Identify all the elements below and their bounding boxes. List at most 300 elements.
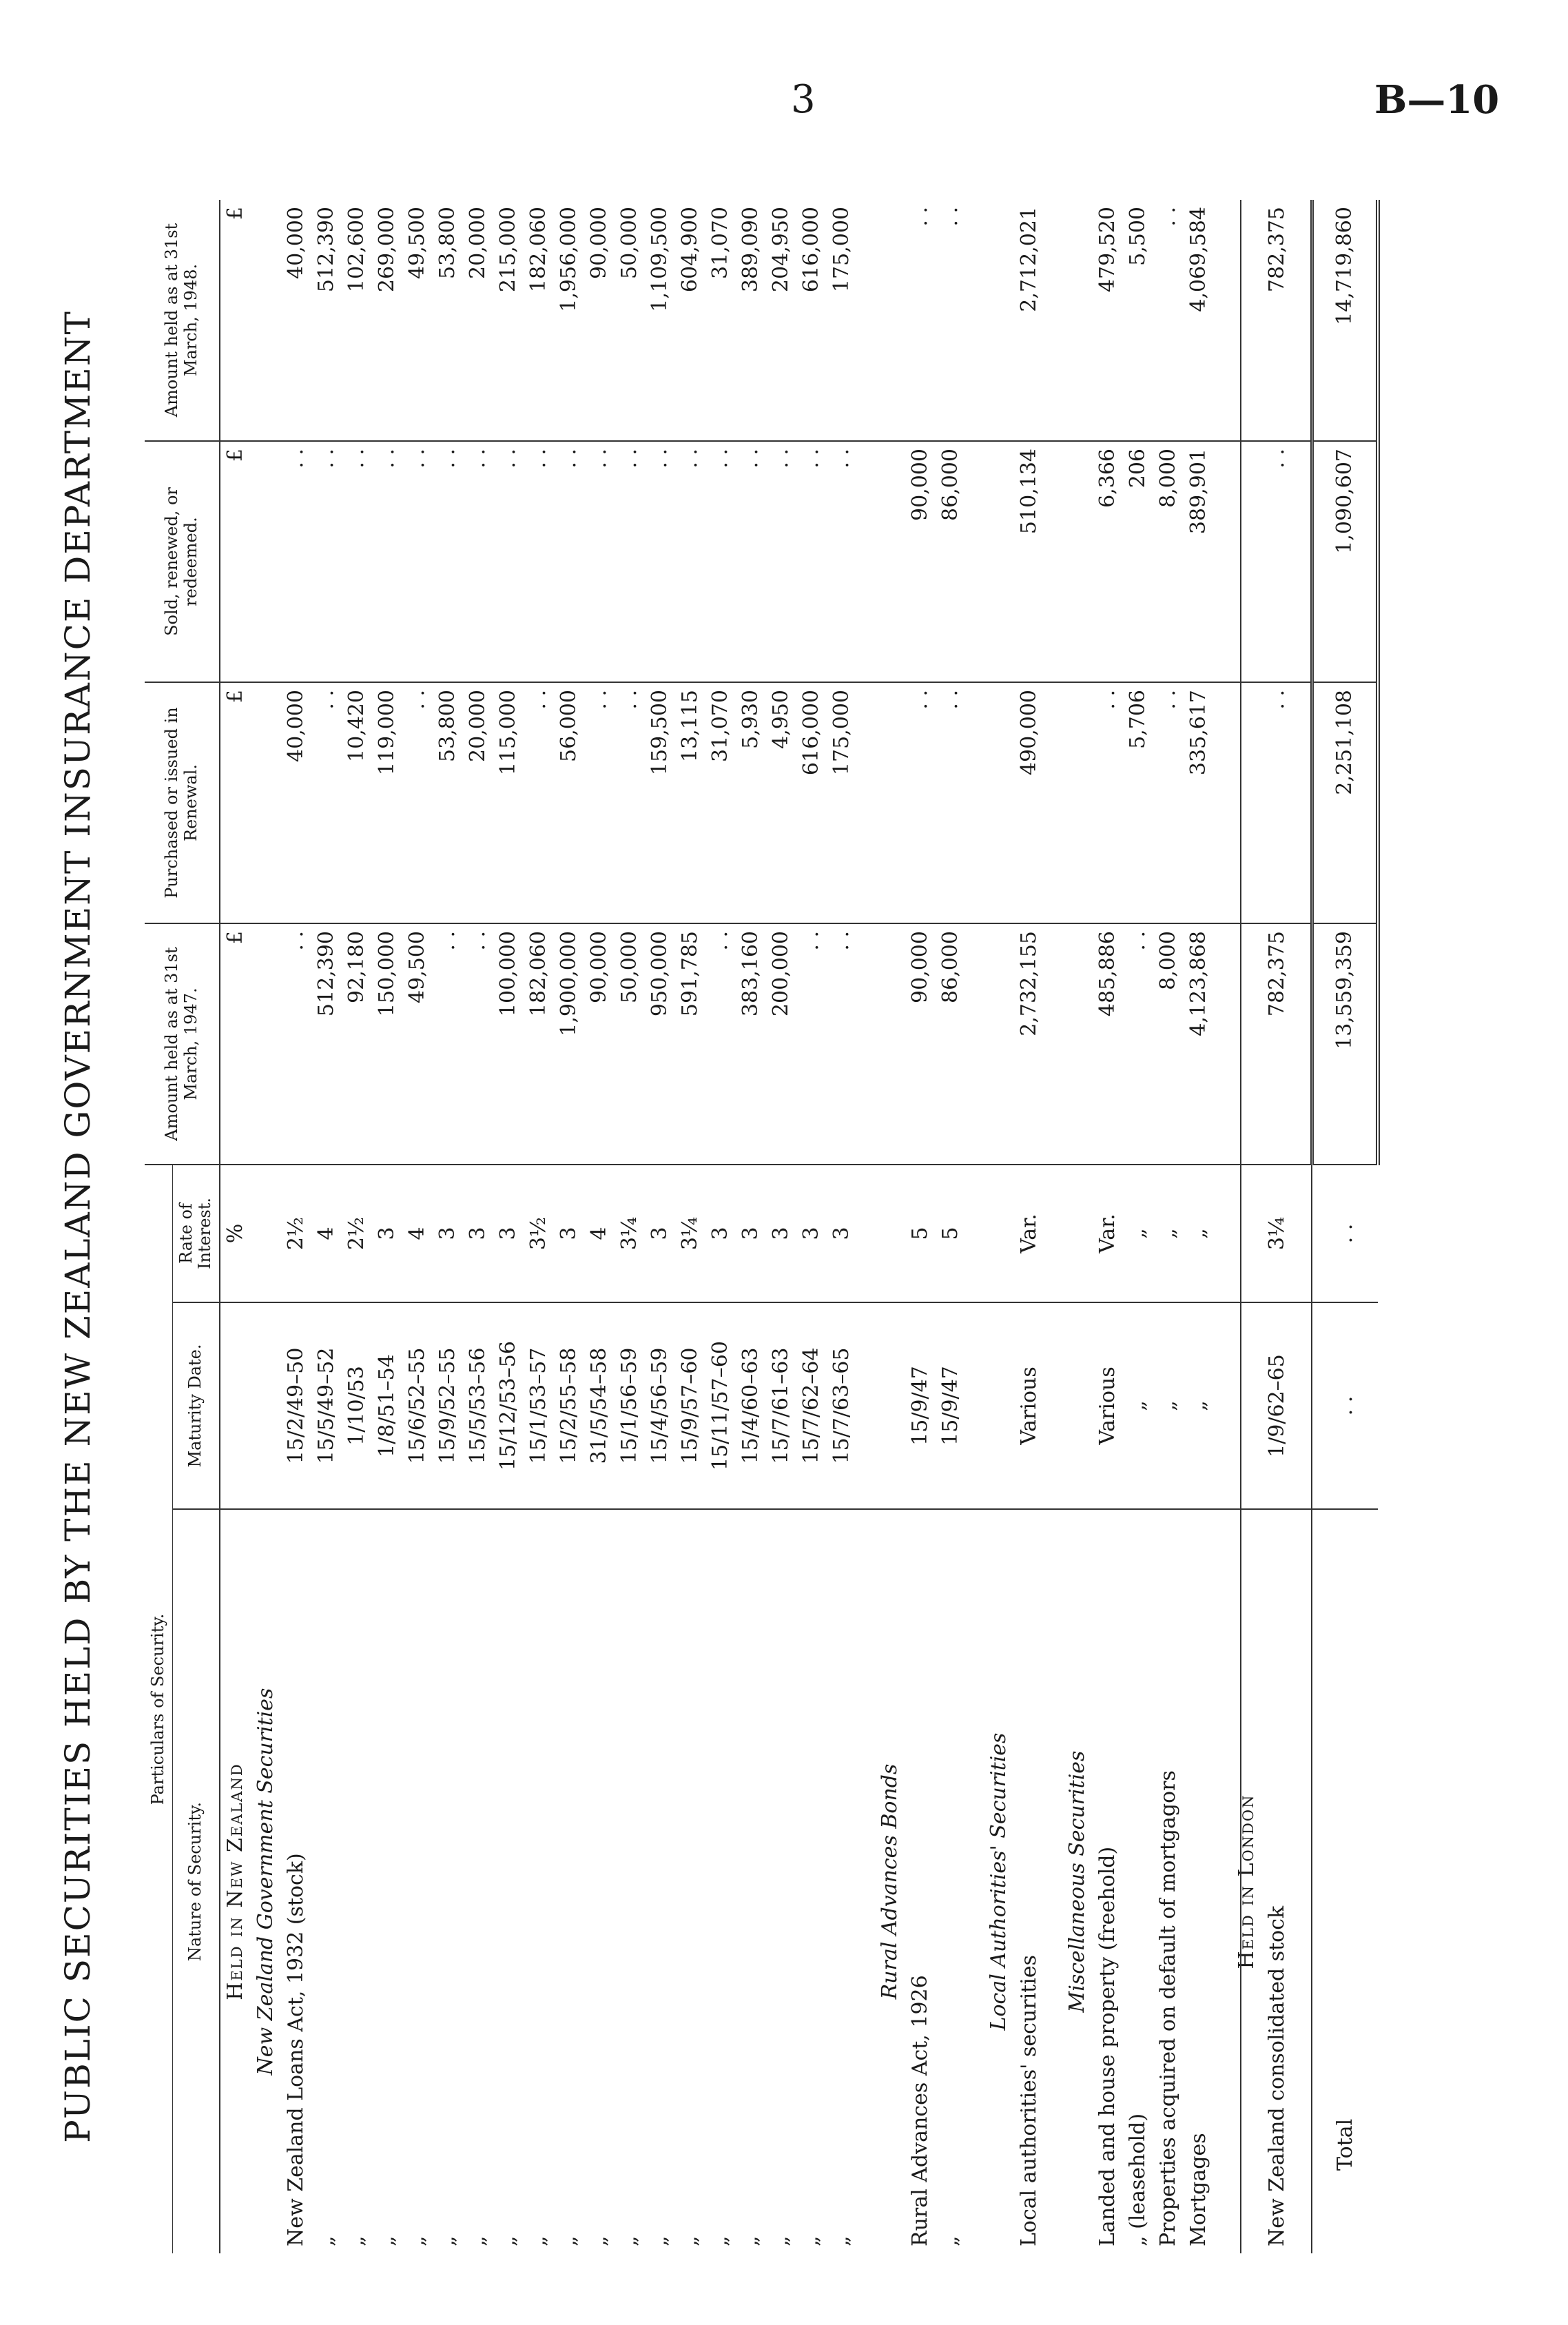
total-held-1947: 13,559,359: [1312, 923, 1378, 1165]
purchased-cell: . .: [524, 682, 554, 923]
purchased-cell: . .: [1093, 682, 1123, 923]
rate-cell: Var.: [1093, 1165, 1123, 1302]
maturity-cell: . .: [1312, 1302, 1378, 1509]
purchased-cell: 115,000: [493, 682, 524, 923]
table-row: [402, 200, 433, 2253]
empty-cell: [1044, 441, 1062, 682]
held-1948-cell: 49,500: [402, 200, 433, 441]
securities-table: [145, 200, 1380, 2253]
purchased-cell: 159,500: [645, 682, 675, 923]
held-1948-header: Amount held as at 31st March, 1948.: [145, 200, 220, 441]
total-held-1948: 14,719,860: [1312, 200, 1378, 441]
empty-cell: [1292, 1165, 1312, 1302]
nature-cell: „: [647, 2235, 672, 2246]
held-1947-cell: 1,900,000: [554, 923, 584, 1165]
nature-cell: „: [586, 2235, 611, 2246]
rate-cell: 3: [796, 1165, 827, 1302]
rate-cell: 3: [372, 1165, 402, 1302]
empty-cell: [1044, 682, 1062, 923]
held-1947-cell: . .: [705, 923, 736, 1165]
empty-cell: [984, 923, 1014, 1165]
purchased-cell: . .: [584, 682, 615, 923]
sold-cell: 90,000: [905, 441, 936, 682]
empty-cell: [1292, 441, 1312, 682]
held-1948-cell: . .: [1153, 200, 1184, 441]
table-row: [936, 200, 966, 2253]
held-1948-cell: 4,069,584: [1184, 200, 1214, 441]
misc-securities-heading: Miscellaneous Securities: [1064, 1750, 1089, 2013]
rate-cell: 4: [402, 1165, 433, 1302]
purchased-cell: 40,000: [281, 682, 311, 923]
sold-cell: . .: [675, 441, 705, 682]
held-1947-cell: 100,000: [493, 923, 524, 1165]
section-heading-row: [1062, 200, 1093, 2253]
empty-cell: [1044, 923, 1062, 1165]
table-row: [1093, 200, 1123, 2253]
rate-cell: 3: [736, 1165, 766, 1302]
empty-cell: [251, 441, 281, 682]
maturity-cell: 15/6/52–55: [402, 1302, 433, 1509]
empty-cell: [1062, 1302, 1093, 1509]
purchased-cell: . .: [936, 682, 966, 923]
table-row: [705, 200, 736, 2253]
maturity-cell: 15/5/49–52: [311, 1302, 342, 1509]
table-row: [372, 200, 402, 2253]
rate-cell: 2½: [342, 1165, 372, 1302]
empty-cell: [984, 1302, 1014, 1509]
maturity-cell: 15/9/52–55: [433, 1302, 463, 1509]
money-unit: £: [220, 923, 251, 1165]
sold-cell: . .: [463, 441, 493, 682]
bottom-rule: [1240, 200, 1241, 2253]
empty-cell: [1062, 441, 1093, 682]
held-1948-cell: 604,900: [675, 200, 705, 441]
nature-cell: „: [465, 2235, 490, 2246]
empty-cell: [1044, 1302, 1062, 1509]
empty-cell: [1214, 1302, 1232, 1509]
held-1947-header: Amount held as at 31st March, 1947.: [145, 923, 220, 1165]
held-1948-cell: 389,090: [736, 200, 766, 441]
maturity-cell: 15/12/53–56: [493, 1302, 524, 1509]
page-number: 3: [791, 77, 816, 122]
empty-cell: [1062, 923, 1093, 1165]
empty-cell: [966, 200, 984, 441]
held-1948-cell: 175,000: [827, 200, 857, 441]
sold-cell: . .: [311, 441, 342, 682]
sold-cell: . .: [796, 441, 827, 682]
nature-cell: „: [404, 2235, 429, 2246]
rate-cell: 3: [766, 1165, 796, 1302]
purchased-cell: 616,000: [796, 682, 827, 923]
empty-cell: [1292, 1302, 1312, 1509]
units-row: [220, 200, 251, 2253]
govt-securities-heading: New Zealand Government Securities: [253, 1688, 278, 2076]
nature-cell: „: [829, 2235, 854, 2246]
table-row: [584, 200, 615, 2253]
sold-cell: 6,366: [1093, 441, 1123, 682]
table-row: [1153, 200, 1184, 2253]
maturity-cell: 15/4/56–59: [645, 1302, 675, 1509]
empty-cell: [1062, 682, 1093, 923]
nature-cell: „ (leasehold): [1125, 2113, 1150, 2246]
held-1948-cell: 616,000: [796, 200, 827, 441]
sold-cell: . .: [615, 441, 645, 682]
empty-cell: [857, 1165, 875, 1302]
empty-cell: [1232, 1302, 1262, 1509]
particulars-header: Particulars of Security.: [145, 1165, 172, 2253]
sold-cell: 510,134: [1014, 441, 1044, 682]
maturity-cell: „: [1123, 1302, 1153, 1509]
purchased-cell: 335,617: [1184, 682, 1214, 923]
empty-cell: [220, 1302, 251, 1509]
held-1947-cell: . .: [281, 923, 311, 1165]
nature-cell: „: [344, 2235, 369, 2246]
maturity-cell: 15/4/60–63: [736, 1302, 766, 1509]
rate-cell: Var.: [1014, 1165, 1044, 1302]
empty-cell: [875, 441, 905, 682]
rate-cell: 3½: [524, 1165, 554, 1302]
purchased-cell: . .: [905, 682, 936, 923]
held-1948-cell: 50,000: [615, 200, 645, 441]
held-1948-cell: 20,000: [463, 200, 493, 441]
empty-cell: [1214, 441, 1232, 682]
held-1948-cell: . .: [905, 200, 936, 441]
table-row: [1123, 200, 1153, 2253]
rate-cell: 3: [433, 1165, 463, 1302]
purchased-cell: 13,115: [675, 682, 705, 923]
empty-cell: [857, 682, 875, 923]
held-1947-cell: 49,500: [402, 923, 433, 1165]
empty-cell: [251, 200, 281, 441]
empty-cell: [1292, 923, 1312, 1165]
sold-cell: . .: [736, 441, 766, 682]
empty-cell: [966, 441, 984, 682]
nature-cell: „: [526, 2235, 550, 2246]
maturity-cell: 15/9/47: [936, 1302, 966, 1509]
spacer-row: [966, 200, 984, 2253]
held-1947-cell: 485,886: [1093, 923, 1123, 1165]
held-1947-cell: 782,375: [1262, 923, 1292, 1165]
sold-cell: . .: [493, 441, 524, 682]
section-heading-row: [875, 200, 905, 2253]
purchased-cell: . .: [311, 682, 342, 923]
maturity-cell: 15/1/53–57: [524, 1302, 554, 1509]
nature-header: Nature of Security.: [172, 1509, 220, 2253]
rate-cell: 3: [493, 1165, 524, 1302]
held-1947-cell: 92,180: [342, 923, 372, 1165]
total-purchased: 2,251,108: [1312, 682, 1378, 923]
section-heading-row: [984, 200, 1014, 2253]
maturity-cell: 15/2/55–58: [554, 1302, 584, 1509]
page-title: PUBLIC SECURITIES HELD BY THE NEW ZEALAND GOVERNMENT INSURANCE DEPARTMENT: [58, 310, 98, 2143]
empty-cell: [1062, 1165, 1093, 1302]
securities-body: [220, 200, 1378, 2253]
empty-cell: [966, 923, 984, 1165]
held-1947-cell: 2,732,155: [1014, 923, 1044, 1165]
maturity-cell: 15/5/53–56: [463, 1302, 493, 1509]
rotated-sheet: [41, 186, 1502, 2253]
empty-cell: [984, 1165, 1014, 1302]
held-1948-cell: 5,500: [1123, 200, 1153, 441]
held-1947-cell: . .: [796, 923, 827, 1165]
empty-cell: [1232, 682, 1262, 923]
purchased-cell: 53,800: [433, 682, 463, 923]
empty-cell: [251, 923, 281, 1165]
rate-unit: %: [220, 1165, 251, 1302]
sold-cell: . .: [1262, 441, 1292, 682]
rate-cell: 3: [645, 1165, 675, 1302]
held-1948-cell: 215,000: [493, 200, 524, 441]
rate-cell: „: [1153, 1165, 1184, 1302]
section-heading-row: [251, 200, 281, 2253]
held-1947-cell: 950,000: [645, 923, 675, 1165]
table-row: [342, 200, 372, 2253]
nature-cell: „: [677, 2235, 702, 2246]
rate-cell: 3¼: [1262, 1165, 1292, 1302]
held-1947-cell: 591,785: [675, 923, 705, 1165]
held-1947-cell: 50,000: [615, 923, 645, 1165]
nature-cell: New Zealand consolidated stock: [1264, 1905, 1289, 2246]
rate-cell: „: [1184, 1165, 1214, 1302]
empty-cell: [966, 682, 984, 923]
table-row: [615, 200, 645, 2253]
nature-cell: „: [374, 2235, 399, 2246]
held-1947-cell: . .: [463, 923, 493, 1165]
sold-cell: . .: [433, 441, 463, 682]
held-in-nz-heading: Held in New Zealand: [223, 1763, 247, 2000]
rate-cell: 4: [311, 1165, 342, 1302]
total-sold: 1,090,607: [1312, 441, 1378, 682]
empty-cell: [966, 1302, 984, 1509]
purchased-cell: 5,930: [736, 682, 766, 923]
held-1948-cell: 269,000: [372, 200, 402, 441]
total-label: Total: [1312, 1509, 1378, 2253]
table-row: [433, 200, 463, 2253]
held-1948-cell: 2,712,021: [1014, 200, 1044, 441]
nature-cell: „: [798, 2235, 823, 2246]
held-1947-cell: 90,000: [905, 923, 936, 1165]
spacer-row: [1292, 200, 1312, 2253]
held-in-london-heading: Held in London: [1234, 1794, 1259, 1969]
purchased-cell: . .: [1153, 682, 1184, 923]
sold-cell: 86,000: [936, 441, 966, 682]
maturity-cell: „: [1153, 1302, 1184, 1509]
table-row: [1184, 200, 1214, 2253]
maturity-cell: 15/11/57–60: [705, 1302, 736, 1509]
empty-cell: [857, 923, 875, 1165]
empty-cell: [1214, 200, 1232, 441]
maturity-cell: Various: [1093, 1302, 1123, 1509]
sold-cell: 206: [1123, 441, 1153, 682]
rate-cell: 3: [463, 1165, 493, 1302]
nature-cell: „: [617, 2235, 641, 2246]
sold-cell: . .: [342, 441, 372, 682]
held-1948-cell: 40,000: [281, 200, 311, 441]
held-1947-cell: . .: [827, 923, 857, 1165]
table-row: [1014, 200, 1044, 2253]
held-1947-cell: 383,160: [736, 923, 766, 1165]
rate-cell: „: [1123, 1165, 1153, 1302]
table-row: [524, 200, 554, 2253]
held-1948-cell: 782,375: [1262, 200, 1292, 441]
table-row: [554, 200, 584, 2253]
purchased-header: Purchased or issued in Renewal.: [145, 682, 220, 923]
rate-cell: 4: [584, 1165, 615, 1302]
empty-cell: [966, 1509, 984, 2253]
total-row: [1312, 200, 1378, 2253]
empty-cell: [1044, 200, 1062, 441]
rate-cell: 3¼: [615, 1165, 645, 1302]
sold-cell: . .: [281, 441, 311, 682]
nature-cell: New Zealand Loans Act, 1932 (stock): [283, 1853, 308, 2246]
maturity-cell: Various: [1014, 1302, 1044, 1509]
held-1948-cell: 512,390: [311, 200, 342, 441]
held-1947-cell: 200,000: [766, 923, 796, 1165]
nature-cell: „: [938, 2235, 962, 2246]
held-1948-cell: 1,109,500: [645, 200, 675, 441]
sold-cell: . .: [554, 441, 584, 682]
rate-cell: 3: [554, 1165, 584, 1302]
maturity-cell: „: [1184, 1302, 1214, 1509]
nature-cell: Mortgages: [1186, 2133, 1210, 2246]
purchased-cell: . .: [615, 682, 645, 923]
empty-cell: [875, 682, 905, 923]
held-1947-cell: 90,000: [584, 923, 615, 1165]
table-row: [796, 200, 827, 2253]
purchased-cell: 10,420: [342, 682, 372, 923]
held-1948-cell: 90,000: [584, 200, 615, 441]
empty-cell: [1044, 1165, 1062, 1302]
empty-cell: [984, 441, 1014, 682]
table-row: [281, 200, 311, 2253]
empty-cell: [1232, 923, 1262, 1165]
empty-cell: [984, 682, 1014, 923]
empty-cell: [1232, 441, 1262, 682]
empty-cell: [1214, 923, 1232, 1165]
held-1948-cell: 182,060: [524, 200, 554, 441]
sold-cell: . .: [766, 441, 796, 682]
purchased-cell: 119,000: [372, 682, 402, 923]
held-1948-cell: 1,956,000: [554, 200, 584, 441]
empty-cell: [984, 200, 1014, 441]
spacer-row: [1044, 200, 1062, 2253]
sold-cell: 389,901: [1184, 441, 1214, 682]
nature-cell: „: [738, 2235, 763, 2246]
empty-cell: [1292, 200, 1312, 441]
maturity-cell: 15/2/49–50: [281, 1302, 311, 1509]
table-row: [311, 200, 342, 2253]
rate-cell: 5: [905, 1165, 936, 1302]
purchased-cell: 31,070: [705, 682, 736, 923]
empty-cell: [251, 682, 281, 923]
table-row: [675, 200, 705, 2253]
empty-cell: [875, 1302, 905, 1509]
empty-cell: [1292, 1509, 1312, 2253]
report-number: B—10: [1374, 77, 1500, 123]
held-1948-cell: 53,800: [433, 200, 463, 441]
empty-cell: [1232, 200, 1262, 441]
nature-cell: „: [313, 2235, 338, 2246]
purchased-cell: 56,000: [554, 682, 584, 923]
empty-cell: [875, 200, 905, 441]
empty-cell: [966, 1165, 984, 1302]
table-row: [493, 200, 524, 2253]
empty-cell: [1292, 682, 1312, 923]
table-row: [827, 200, 857, 2253]
section-heading-row: [1232, 200, 1262, 2253]
table-row: [645, 200, 675, 2253]
maturity-cell: 15/9/57–60: [675, 1302, 705, 1509]
sold-cell: . .: [827, 441, 857, 682]
nature-cell: Local authorities' securities: [1016, 1955, 1041, 2246]
empty-cell: [857, 1509, 875, 2253]
sold-header: Sold, renewed, or redeemed.: [145, 441, 220, 682]
rate-cell: . .: [1312, 1165, 1378, 1302]
empty-cell: [857, 1302, 875, 1509]
maturity-cell: 15/1/56–59: [615, 1302, 645, 1509]
nature-cell: „: [768, 2235, 793, 2246]
sold-cell: . .: [524, 441, 554, 682]
purchased-cell: 4,950: [766, 682, 796, 923]
rate-cell: 3: [705, 1165, 736, 1302]
empty-cell: [251, 1165, 281, 1302]
rate-header: Rate of Interest.: [172, 1165, 220, 1302]
empty-cell: [1232, 1165, 1262, 1302]
purchased-cell: 490,000: [1014, 682, 1044, 923]
purchased-cell: . .: [402, 682, 433, 923]
table-row: [1262, 200, 1292, 2253]
held-1948-cell: . .: [936, 200, 966, 441]
held-1948-cell: 479,520: [1093, 200, 1123, 441]
nature-cell: Rural Advances Act, 1926: [907, 1975, 932, 2246]
purchased-cell: 5,706: [1123, 682, 1153, 923]
empty-cell: [875, 923, 905, 1165]
sold-cell: . .: [584, 441, 615, 682]
money-unit: £: [220, 441, 251, 682]
purchased-cell: 20,000: [463, 682, 493, 923]
empty-cell: [1214, 682, 1232, 923]
held-1947-cell: . .: [1123, 923, 1153, 1165]
held-1947-cell: 150,000: [372, 923, 402, 1165]
sold-cell: . .: [402, 441, 433, 682]
held-1947-cell: . .: [433, 923, 463, 1165]
maturity-cell: 15/7/63–65: [827, 1302, 857, 1509]
maturity-cell: 31/5/54–58: [584, 1302, 615, 1509]
empty-cell: [1214, 1509, 1232, 2253]
held-1947-cell: 8,000: [1153, 923, 1184, 1165]
empty-cell: [1062, 200, 1093, 441]
nature-cell: „: [556, 2235, 581, 2246]
held-1947-cell: 512,390: [311, 923, 342, 1165]
rate-cell: 3¼: [675, 1165, 705, 1302]
held-1948-cell: 204,950: [766, 200, 796, 441]
sold-cell: 8,000: [1153, 441, 1184, 682]
empty-cell: [857, 200, 875, 441]
rate-cell: 2½: [281, 1165, 311, 1302]
table-row: [766, 200, 796, 2253]
empty-cell: [251, 1302, 281, 1509]
maturity-cell: 1/9/62–65: [1262, 1302, 1292, 1509]
table-row: [905, 200, 936, 2253]
spacer-row: [1214, 200, 1232, 2253]
purchased-cell: . .: [1262, 682, 1292, 923]
rate-cell: 3: [827, 1165, 857, 1302]
nature-cell: „: [435, 2235, 460, 2246]
maturity-cell: 1/10/53: [342, 1302, 372, 1509]
sold-cell: . .: [372, 441, 402, 682]
table-row: [463, 200, 493, 2253]
money-unit: £: [220, 200, 251, 441]
